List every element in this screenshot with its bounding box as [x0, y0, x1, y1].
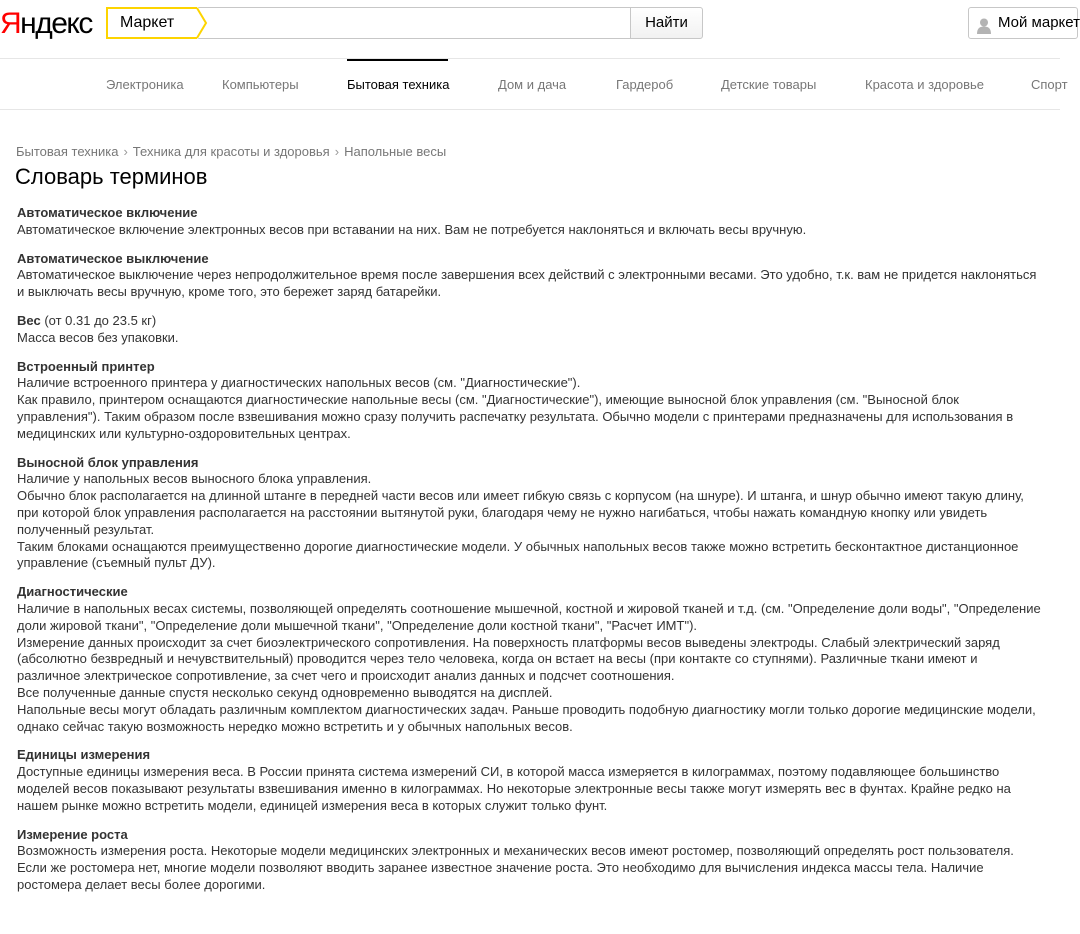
nav-item-wardrobe[interactable]: Гардероб: [616, 77, 674, 92]
nav-item-appliances[interactable]: Бытовая техника: [347, 77, 450, 92]
term-item: [17, 313, 1042, 347]
nav-item-sport[interactable]: Спорт: [1031, 77, 1068, 92]
term-description: Обычно блок располагается на длинной штанге в передней части весов или имеет гибкую связь с корпусом (на шнуре). И штанга, и шнур обычно имеют такую длину, при которой блок управления располагается на расстоянии вытянутой руки, благодаря чему не нужно нагибаться, чтобы нажать командную кнопку или увидеть полученный результат.: [17, 488, 1024, 537]
nav-item-home-garden[interactable]: Дом и дача: [498, 77, 567, 92]
category-nav: [0, 59, 1068, 109]
my-market-label: Мой маркет: [998, 14, 1080, 31]
search-button[interactable]: Найти: [630, 7, 703, 39]
term-description: Как правило, принтером оснащаются диагностические напольные весы (см. "Диагностические"), имеющие выносной блок управления (см. "Выносной блок управления"). Таким образом после взвешивания можно сразу получить распечатку результата. Обычно модели с принтерами предназначены для использования в медицинских или культурно-оздоровительных центрах.: [17, 392, 1014, 441]
term-description: Все полученные данные спустя несколько секунд одновременно выводятся на дисплей.: [17, 684, 553, 700]
term-item: [17, 455, 1042, 573]
term-item: [17, 747, 1042, 814]
term-title: Встроенный принтер: [17, 358, 155, 374]
term-description: Напольные весы могут обладать различным комплектом диагностических задач. Раньше проводить подобную диагностику могли только дорогие медицинские модели, однако сейчас такую возможность нередко можно встретить и у обычных напольных весов.: [17, 701, 1036, 734]
nav-item-kids[interactable]: Детские товары: [721, 77, 817, 92]
term-description: Автоматическое выключение через непродолжительное время после завершения всех действий с электронными весами. Это удобно, т.к. вам не придется наклоняться и выключать весы вручную, кроме того, это бережет заряд батарейки.: [17, 267, 1037, 300]
term-description: Масса весов без упаковки.: [17, 329, 179, 345]
term-description: Измерение данных происходит за счет биоэлектрического сопротивления. На поверхность платформы весов выведены электроды. Слабый электрический заряд (абсолютно безвредный и нечувствительный) проводится через тело человека, когда он встает на весы (при контакте со ступнями). Различные ткани имеют и различное электрическое сопротивление, за счет чего и происходит анализ данных и подсчет соотношения.: [17, 634, 1000, 684]
term-item: [17, 827, 1042, 894]
user-icon: [977, 15, 991, 45]
term-title: Вес: [17, 312, 41, 328]
chevron-right-icon: ›: [123, 144, 128, 159]
breadcrumb-item[interactable]: Напольные весы: [344, 144, 447, 159]
term-title: Выносной блок управления: [17, 454, 199, 470]
my-market-button[interactable]: [968, 7, 1078, 39]
nav-divider-bottom: [0, 109, 1060, 110]
term-title: Автоматическое включение: [17, 205, 198, 220]
term-item: [17, 205, 1042, 239]
term-description: Наличие встроенного принтера у диагностических напольных весов (см. "Диагностические").: [17, 375, 581, 391]
breadcrumb: [16, 144, 446, 159]
breadcrumb-item[interactable]: Техника для красоты и здоровья: [132, 144, 330, 159]
term-description: Возможность измерения роста. Некоторые модели медицинских электронных и механических весов имеют ростомер, позволяющий определять рост пользователя. Если же ростомера нет, многие модели позволяют вводить заранее известное значение роста. Это необходимо для вычисления индекса массы тела. Наличие ростомера делает весы более дорогими.: [17, 843, 1014, 892]
term-description: Автоматическое включение электронных весов при вставании на них. Вам не потребуется наклоняться и включать весы вручную.: [17, 221, 807, 237]
term-item: [17, 359, 1042, 443]
logo-rest: ндекс: [20, 7, 92, 40]
search-box[interactable]: [106, 7, 631, 39]
terms-list: [17, 205, 1042, 906]
nav-active-indicator: [347, 59, 448, 61]
term-item: [17, 584, 1042, 735]
search-input[interactable]: [212, 11, 626, 37]
logo-first-letter: Я: [0, 7, 21, 40]
nav-item-electronics[interactable]: Электроника: [106, 77, 184, 92]
page-title: Словарь терминов: [15, 164, 208, 189]
term-range: (от 0.31 до 23.5 кг): [44, 312, 157, 328]
breadcrumb-item[interactable]: Бытовая техника: [16, 144, 119, 159]
term-title: Единицы измерения: [17, 747, 151, 763]
term-title: Автоматическое выключение: [17, 250, 209, 266]
term-item: [17, 251, 1042, 301]
yandex-logo[interactable]: [0, 7, 92, 41]
chevron-right-icon: ›: [334, 144, 340, 159]
nav-item-computers[interactable]: Компьютеры: [222, 77, 299, 92]
market-tag[interactable]: Маркет: [106, 7, 198, 39]
term-description: Доступные единицы измерения веса. В России принята система измерений СИ, в которой масса измеряется в килограммах, поэтому подавляющее большинство моделей весов показывают результаты взвешивания именно в килограммах. Но некоторые электронные весы также могут измерять вес в фунтах. Крайне редко на нашем рынке можно встретить модели, единицей измерения веса в которых служит только фунт.: [17, 764, 1011, 813]
term-description: Наличие у напольных весов выносного блока управления.: [17, 471, 372, 487]
header: [0, 0, 1080, 58]
term-description: Наличие в напольных весах системы, позволяющей определять соотношение мышечной, костной и жировой тканей и т.д. (см. "Определение доли воды", "Определение доли жировой ткани", "Определение доли мышечной ткани", "Определение доли костной ткани", "Расчет ИМТ").: [17, 600, 1041, 633]
term-title: Диагностические: [17, 584, 128, 600]
term-description: Таким блоками оснащаются преимущественно дорогие диагностические модели. У обычных напольных весов также можно встретить бесконтактное дистанционное управление (съемный пульт ДУ).: [17, 538, 1019, 571]
nav-item-beauty-health[interactable]: Красота и здоровье: [865, 77, 985, 92]
term-title: Измерение роста: [17, 826, 128, 842]
